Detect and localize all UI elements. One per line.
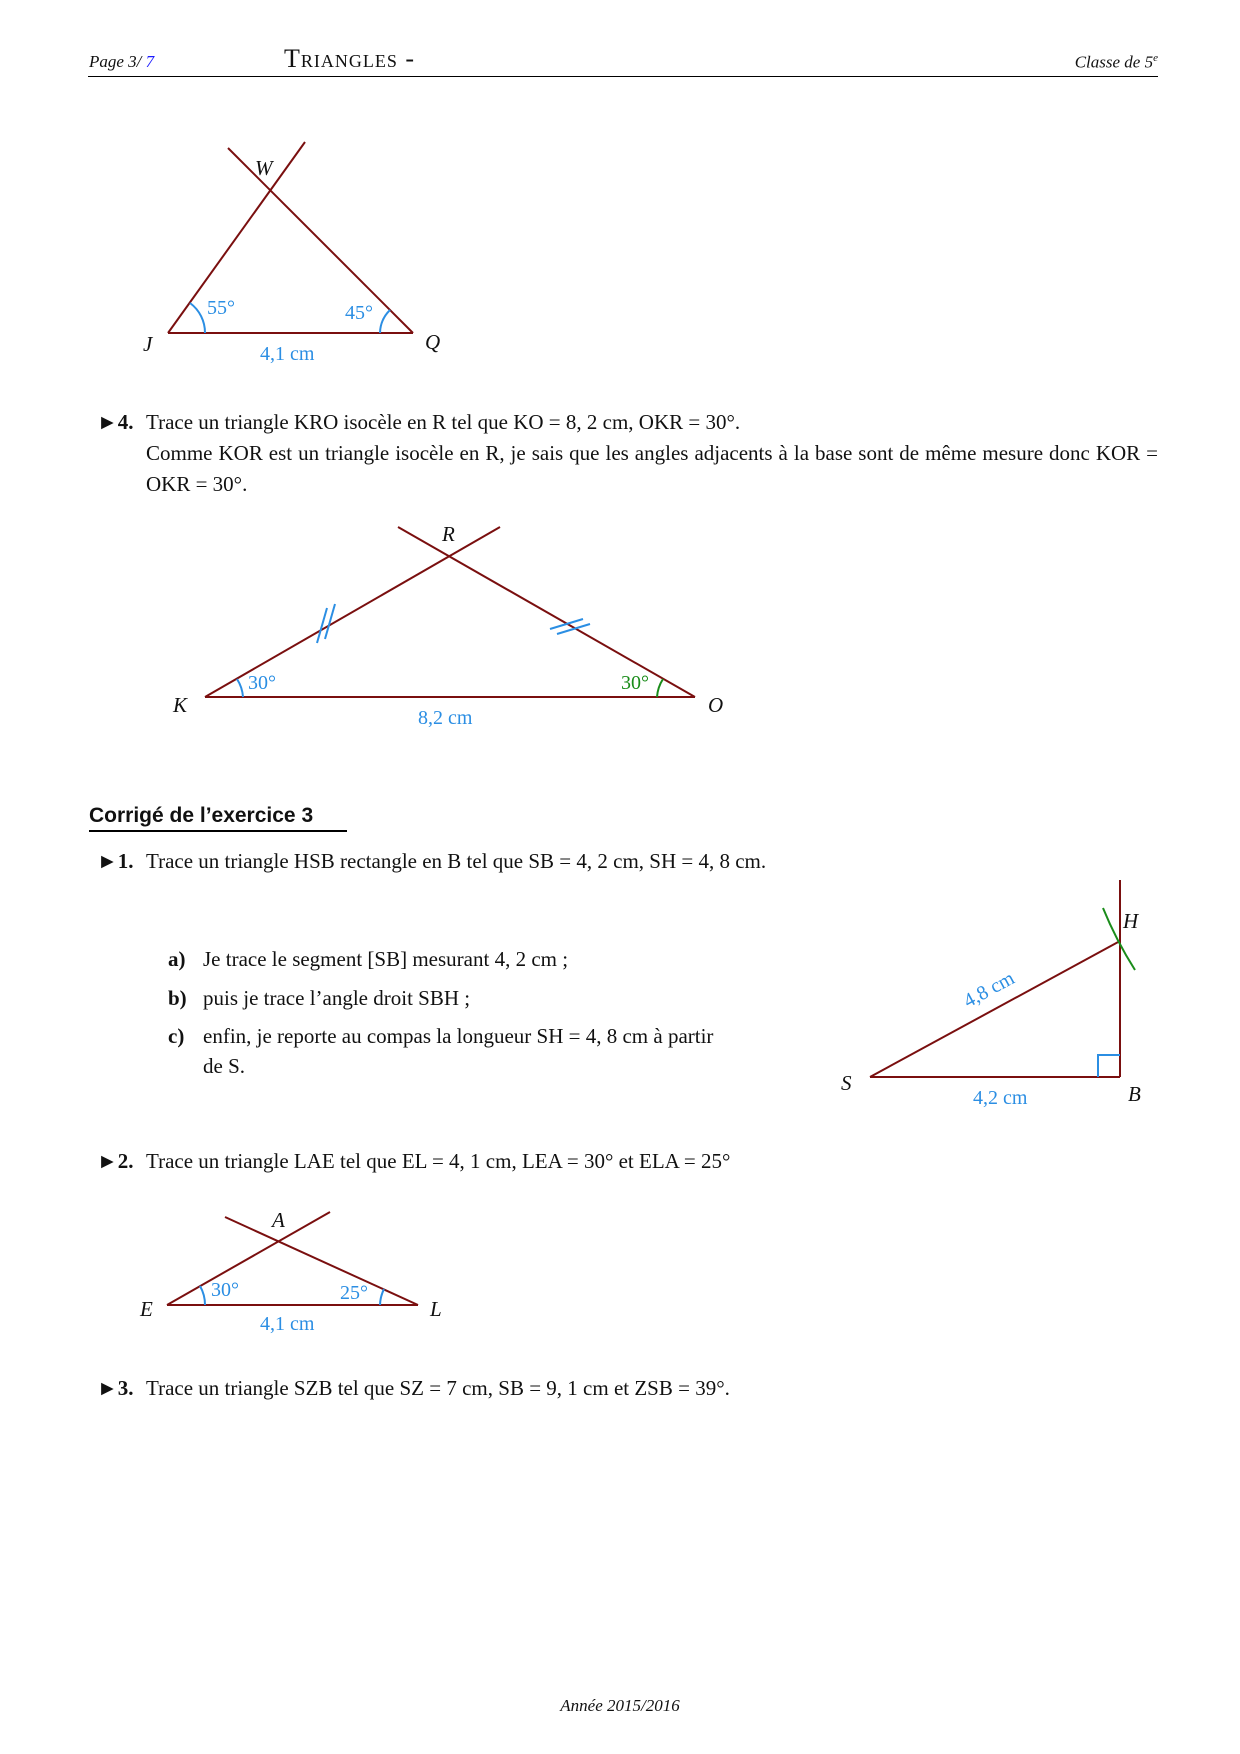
section-heading: Corrigé de l’exercice 3	[89, 804, 347, 832]
line-jw	[168, 142, 305, 333]
question-4-explanation: Comme KOR est un triangle isocèle en R, je sais que les angles adjacents à la base sont de même mesure donc KOR = OKR = 30°.	[146, 441, 1158, 496]
step-text: Je trace le segment [SB] mesurant 4, 2 cm ;	[203, 947, 569, 971]
step-b	[168, 983, 471, 1014]
label-e: E	[140, 1297, 153, 1321]
length-label-sb: 4,2 cm	[973, 1087, 1028, 1109]
segment-sh	[870, 941, 1120, 1077]
question-marker: ►1.	[97, 849, 134, 873]
ex3-question-3	[97, 1373, 730, 1404]
label-k: K	[173, 693, 188, 717]
page-total-link[interactable]: 7	[145, 52, 155, 71]
length-label-el: 4,1 cm	[260, 1313, 315, 1335]
step-a	[168, 944, 569, 975]
step-label: b)	[168, 986, 187, 1010]
angle-label-j: 55°	[207, 297, 235, 319]
line-la	[225, 1217, 418, 1305]
figure-triangle-kro	[172, 522, 723, 729]
page-title: Triangles -	[284, 44, 416, 73]
label-l: L	[430, 1297, 442, 1321]
step-label: a)	[168, 947, 186, 971]
step-label: c)	[168, 1024, 185, 1048]
length-label-ko: 8,2 cm	[418, 707, 473, 729]
angle-label-l: 25°	[340, 1282, 368, 1304]
angle-label-k: 30°	[248, 672, 276, 694]
step-text: enfin, je reporte au compas la longueur SH = 4, 8 cm à partir	[203, 1024, 714, 1048]
angle-arc-k	[237, 679, 243, 697]
question-text: Trace un triangle KRO isocèle en R tel que KO = 8, 2 cm, OKR = 30°.	[146, 410, 741, 434]
question-text: Trace un triangle SZB tel que SZ = 7 cm, SB = 9, 1 cm et ZSB = 39°.	[146, 1376, 730, 1400]
angle-arc-j	[190, 303, 205, 333]
figure-triangle-hsb	[841, 880, 1141, 1109]
ex3-question-1	[97, 846, 767, 877]
ex3-question-2	[97, 1146, 731, 1177]
footer-year: Année 2015/2016	[560, 1696, 680, 1715]
line-or	[398, 527, 695, 697]
step-text: puis je trace l’angle droit SBH ;	[203, 986, 471, 1010]
label-r: R	[442, 522, 455, 546]
page-label: Page 3/	[89, 52, 142, 71]
label-j: J	[143, 332, 153, 356]
question-marker: ►2.	[97, 1149, 134, 1173]
angle-label-q: 45°	[345, 302, 373, 324]
question-4	[97, 407, 741, 438]
length-label-sh: 4,8 cm	[959, 967, 1019, 1013]
angle-arc-o	[657, 679, 663, 697]
angle-label-o: 30°	[621, 672, 649, 694]
label-h: H	[1123, 909, 1139, 933]
length-label-jq: 4,1 cm	[260, 343, 315, 365]
angle-arc-q	[380, 310, 390, 333]
question-text: Trace un triangle LAE tel que EL = 4, 1 cm, LEA = 30° et ELA = 25°	[146, 1149, 731, 1173]
figure-triangle-lae	[139, 1208, 442, 1335]
label-a: A	[272, 1208, 285, 1232]
question-marker: ►3.	[97, 1376, 134, 1400]
step-c	[168, 1021, 714, 1052]
label-b: B	[1128, 1082, 1141, 1106]
line-ea	[167, 1212, 330, 1305]
angle-arc-l	[380, 1289, 384, 1305]
angle-arc-e	[200, 1286, 205, 1305]
question-text: Trace un triangle HSB rectangle en B tel que SB = 4, 2 cm, SH = 4, 8 cm.	[146, 849, 767, 873]
class-sup: e	[1153, 52, 1158, 64]
label-o: O	[708, 693, 724, 717]
label-s: S	[841, 1071, 852, 1095]
class-text: Classe de 5	[1074, 52, 1154, 72]
right-angle-mark	[1098, 1055, 1120, 1077]
label-q: Q	[425, 330, 441, 354]
angle-label-e: 30°	[211, 1279, 239, 1301]
step-c-continued: de S.	[203, 1054, 245, 1078]
question-marker: ►4.	[97, 410, 134, 434]
figure-triangle-jwq	[143, 142, 440, 365]
label-w: W	[255, 156, 273, 180]
